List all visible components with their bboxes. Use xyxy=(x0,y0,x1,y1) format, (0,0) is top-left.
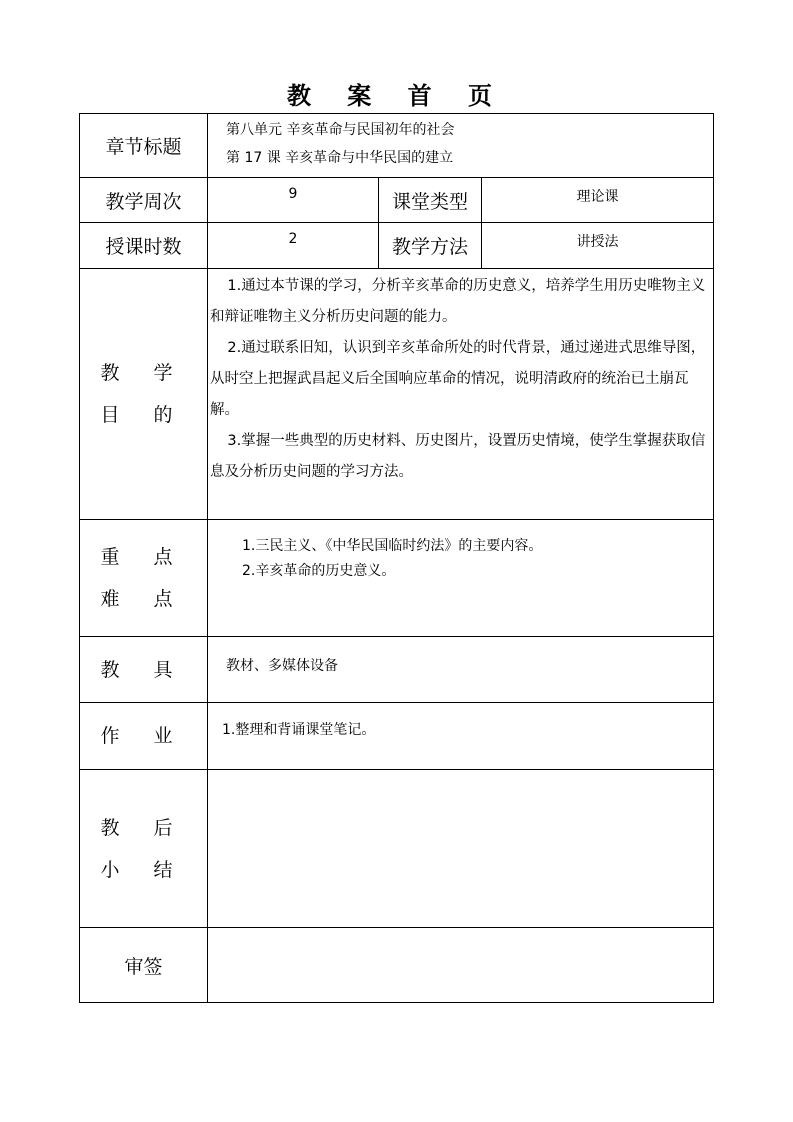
key-point-item: 1.三民主义、《中华民国临时约法》的主要内容。 xyxy=(242,538,543,554)
chapter-value-cell xyxy=(208,114,714,178)
key-points-content xyxy=(208,520,714,637)
tools-value: 教材、多媒体设备 xyxy=(208,637,714,703)
method-value: 讲授法 xyxy=(482,223,714,269)
class-type-value: 理论课 xyxy=(482,178,714,223)
class-type-label: 课堂类型 xyxy=(379,178,482,223)
week-label: 教学周次 xyxy=(80,178,208,223)
objectives-row xyxy=(80,269,714,520)
summary-row xyxy=(80,770,714,928)
key-point-item: 2.辛亥革命的历史意义。 xyxy=(242,563,396,579)
objectives-label-line2: 目 的 xyxy=(100,404,187,426)
summary-value xyxy=(208,770,714,928)
hours-label: 授课时数 xyxy=(80,223,208,269)
week-row xyxy=(80,178,714,223)
objective-item: 3.掌握一些典型的历史材料、历史图片，设置历史情境，使学生掌握获取信息及分析历史问题的学习方法。 xyxy=(210,433,706,480)
summary-label xyxy=(80,770,208,928)
objectives-content xyxy=(208,269,714,520)
review-value xyxy=(208,928,714,1003)
key-points-label xyxy=(80,520,208,637)
key-points-label-line1: 重 点 xyxy=(100,546,187,568)
homework-row xyxy=(80,703,714,770)
review-label: 审签 xyxy=(80,928,208,1003)
homework-label: 作 业 xyxy=(80,703,208,770)
chapter-row xyxy=(80,114,714,178)
chapter-lesson: 第 17 课 辛亥革命与中华民国的建立 xyxy=(226,150,454,166)
key-points-label-line2: 难 点 xyxy=(100,588,187,610)
review-row xyxy=(80,928,714,1003)
objective-item: 1.通过本节课的学习，分析辛亥革命的历史意义，培养学生用历史唯物主义和辩证唯物主义分析历史问题的能力。 xyxy=(210,278,706,325)
tools-label: 教 具 xyxy=(80,637,208,703)
page-title: 教 案 首 页 xyxy=(286,82,507,110)
hours-row xyxy=(80,223,714,269)
chapter-unit: 第八单元 辛亥革命与民国初年的社会 xyxy=(226,122,455,138)
chapter-label: 章节标题 xyxy=(80,114,208,178)
key-points-row xyxy=(80,520,714,637)
lesson-plan-table xyxy=(79,113,714,1003)
hours-value: 2 xyxy=(208,223,379,269)
method-label: 教学方法 xyxy=(379,223,482,269)
homework-value: 1.整理和背诵课堂笔记。 xyxy=(208,703,714,770)
objective-item: 2.通过联系旧知，认识到辛亥革命所处的时代背景，通过递进式思维导图，从时空上把握武昌起义后全国响应革命的情况，说明清政府的统治已土崩瓦解。 xyxy=(210,340,706,418)
objectives-label-line1: 教 学 xyxy=(100,362,187,384)
summary-label-line1: 教 后 xyxy=(100,816,187,839)
tools-row xyxy=(80,637,714,703)
objectives-label xyxy=(80,269,208,520)
summary-label-line2: 小 结 xyxy=(100,858,187,881)
week-value: 9 xyxy=(208,178,379,223)
